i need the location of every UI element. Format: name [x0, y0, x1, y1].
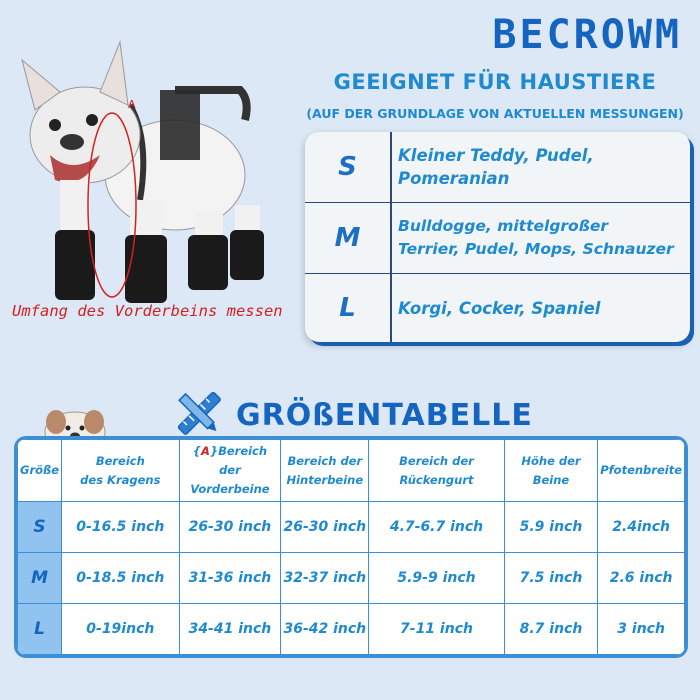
suitability-row	[305, 202, 690, 274]
suitability-title: GEEIGNET FÜR HAUSTIERE	[333, 70, 657, 94]
column-header	[369, 440, 504, 502]
brand-logo: BECROWM	[492, 12, 682, 58]
breed-list	[390, 215, 690, 261]
header-fragment: }Bereich	[209, 444, 268, 458]
size-label: L	[339, 293, 356, 323]
header-line	[182, 442, 279, 461]
size-cell: L	[18, 604, 62, 655]
size-chart-title: GRÖßENTABELLE	[236, 397, 533, 433]
header-line: Hinterbeine	[286, 472, 364, 487]
measure-marker: A	[200, 444, 210, 458]
table-cell: 26-30 inch	[281, 502, 369, 553]
table-cell: 2.6 inch	[598, 553, 685, 604]
dog-photo	[0, 30, 300, 330]
breed-line: Terrier, Pudel, Mops, Schnauzer	[398, 240, 674, 258]
size-table	[17, 439, 685, 655]
suitability-subtitle: (AUF DER GRUNDLAGE VON AKTUELLEN MESSUNGEN)	[306, 106, 684, 121]
header-line: des Kragens	[80, 472, 161, 487]
table-cell: 8.7 inch	[504, 604, 598, 655]
size-table-frame	[14, 436, 688, 658]
table-cell: 0-16.5 inch	[62, 502, 179, 553]
breed-line: Pomeranian	[398, 169, 510, 188]
table-cell: 31-36 inch	[179, 553, 281, 604]
breed-line: Kleiner Teddy, Pudel,	[398, 146, 594, 165]
column-header	[281, 440, 369, 502]
measure-caption: Umfang des Vorderbeins messen	[12, 302, 283, 320]
measure-marker: A	[128, 98, 136, 111]
table-cell: 36-42 inch	[281, 604, 369, 655]
header-line: Bereich der	[287, 453, 363, 468]
column-header	[179, 440, 281, 502]
table-cell: 0-18.5 inch	[62, 553, 179, 604]
column-header: Größe	[18, 440, 62, 502]
table-cell: 5.9 inch	[504, 502, 598, 553]
suitability-row	[305, 274, 690, 342]
table-cell: 3 inch	[598, 604, 685, 655]
size-cell: S	[18, 502, 62, 553]
size-cell: M	[18, 553, 62, 604]
ruler-pencil-icon	[170, 388, 228, 442]
table-cell: 2.4inch	[598, 502, 685, 553]
table-cell: 5.9-9 inch	[369, 553, 504, 604]
header-line: Bereich	[95, 453, 145, 468]
table-header-row	[18, 440, 685, 502]
table-cell: 32-37 inch	[281, 553, 369, 604]
header-line: Rückengurt	[399, 472, 474, 487]
header-line: der Vorderbeine	[190, 463, 270, 496]
table-cell: 0-19inch	[62, 604, 179, 655]
size-label: S	[338, 152, 357, 182]
suitability-row	[305, 132, 690, 202]
size-chart-heading	[170, 390, 533, 440]
table-cell: 7.5 inch	[504, 553, 598, 604]
column-header	[62, 440, 179, 502]
column-header	[504, 440, 598, 502]
table-cell: 4.7-6.7 inch	[369, 502, 504, 553]
header-line: Beine	[532, 472, 570, 487]
column-header: Pfotenbreite	[598, 440, 685, 502]
header-line: Höhe der	[521, 453, 581, 468]
size-label: M	[334, 223, 361, 253]
breed-line: Bulldogge, mittelgroßer	[398, 217, 609, 235]
breed-list	[390, 144, 690, 190]
table-cell: 26-30 inch	[179, 502, 281, 553]
table-cell: 7-11 inch	[369, 604, 504, 655]
table-cell: 34-41 inch	[179, 604, 281, 655]
header-fragment: {	[192, 444, 201, 458]
table-row	[18, 604, 685, 655]
breed-list	[390, 297, 690, 320]
table-row	[18, 553, 685, 604]
breed-line: Korgi, Cocker, Spaniel	[398, 298, 601, 318]
table-row	[18, 502, 685, 553]
header-line: Bereich der	[399, 453, 474, 468]
suitability-table	[305, 132, 690, 342]
